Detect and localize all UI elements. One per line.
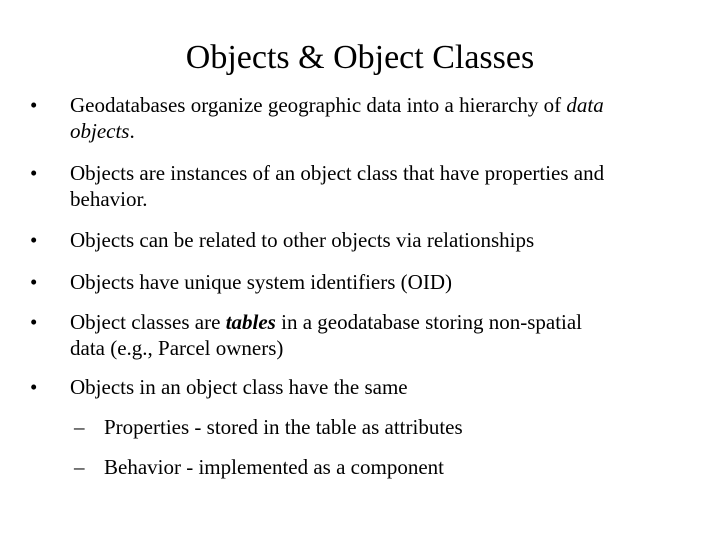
dash-marker: – xyxy=(74,455,85,479)
bullet-text-part: data (e.g., Parcel owners) xyxy=(70,336,284,360)
bullet-text xyxy=(70,160,696,212)
bullet-marker: • xyxy=(30,93,38,117)
bullet-bold-italic-text: tables xyxy=(225,310,276,334)
sub-bullet-text: Behavior - implemented as a component xyxy=(104,455,444,479)
bullet-marker: • xyxy=(30,228,38,252)
bullet-text-part: behavior. xyxy=(70,187,148,211)
bullet-text: Objects in an object class have the same xyxy=(70,375,408,399)
bullet-text xyxy=(70,309,696,361)
bullet-marker: • xyxy=(30,161,38,185)
bullet-italic-text: data xyxy=(566,93,604,117)
slide-title: Objects & Object Classes xyxy=(185,39,535,76)
sub-bullet-text: Properties - stored in the table as attributes xyxy=(104,415,463,439)
bullet-text-part: Objects are instances of an object class that have properties and xyxy=(70,161,605,185)
bullet-text: Objects have unique system identifiers (OID) xyxy=(70,270,452,294)
bullet-marker: • xyxy=(30,270,38,294)
bullet-text-part: in a geodatabase storing non-spatial xyxy=(275,310,583,334)
bullet-text: Objects can be related to other objects via relationships xyxy=(70,228,535,252)
bullet-marker: • xyxy=(30,310,38,334)
bullet-text-part: . xyxy=(129,119,135,143)
bullet-text-part: Geodatabases organize geographic data into a hierarchy of xyxy=(70,93,567,117)
dash-marker: – xyxy=(74,415,85,439)
bullet-italic-text: objects xyxy=(70,119,130,143)
bullet-marker: • xyxy=(30,375,38,399)
bullet-text-part: Object classes are xyxy=(70,310,226,334)
bullet-text xyxy=(70,92,696,144)
